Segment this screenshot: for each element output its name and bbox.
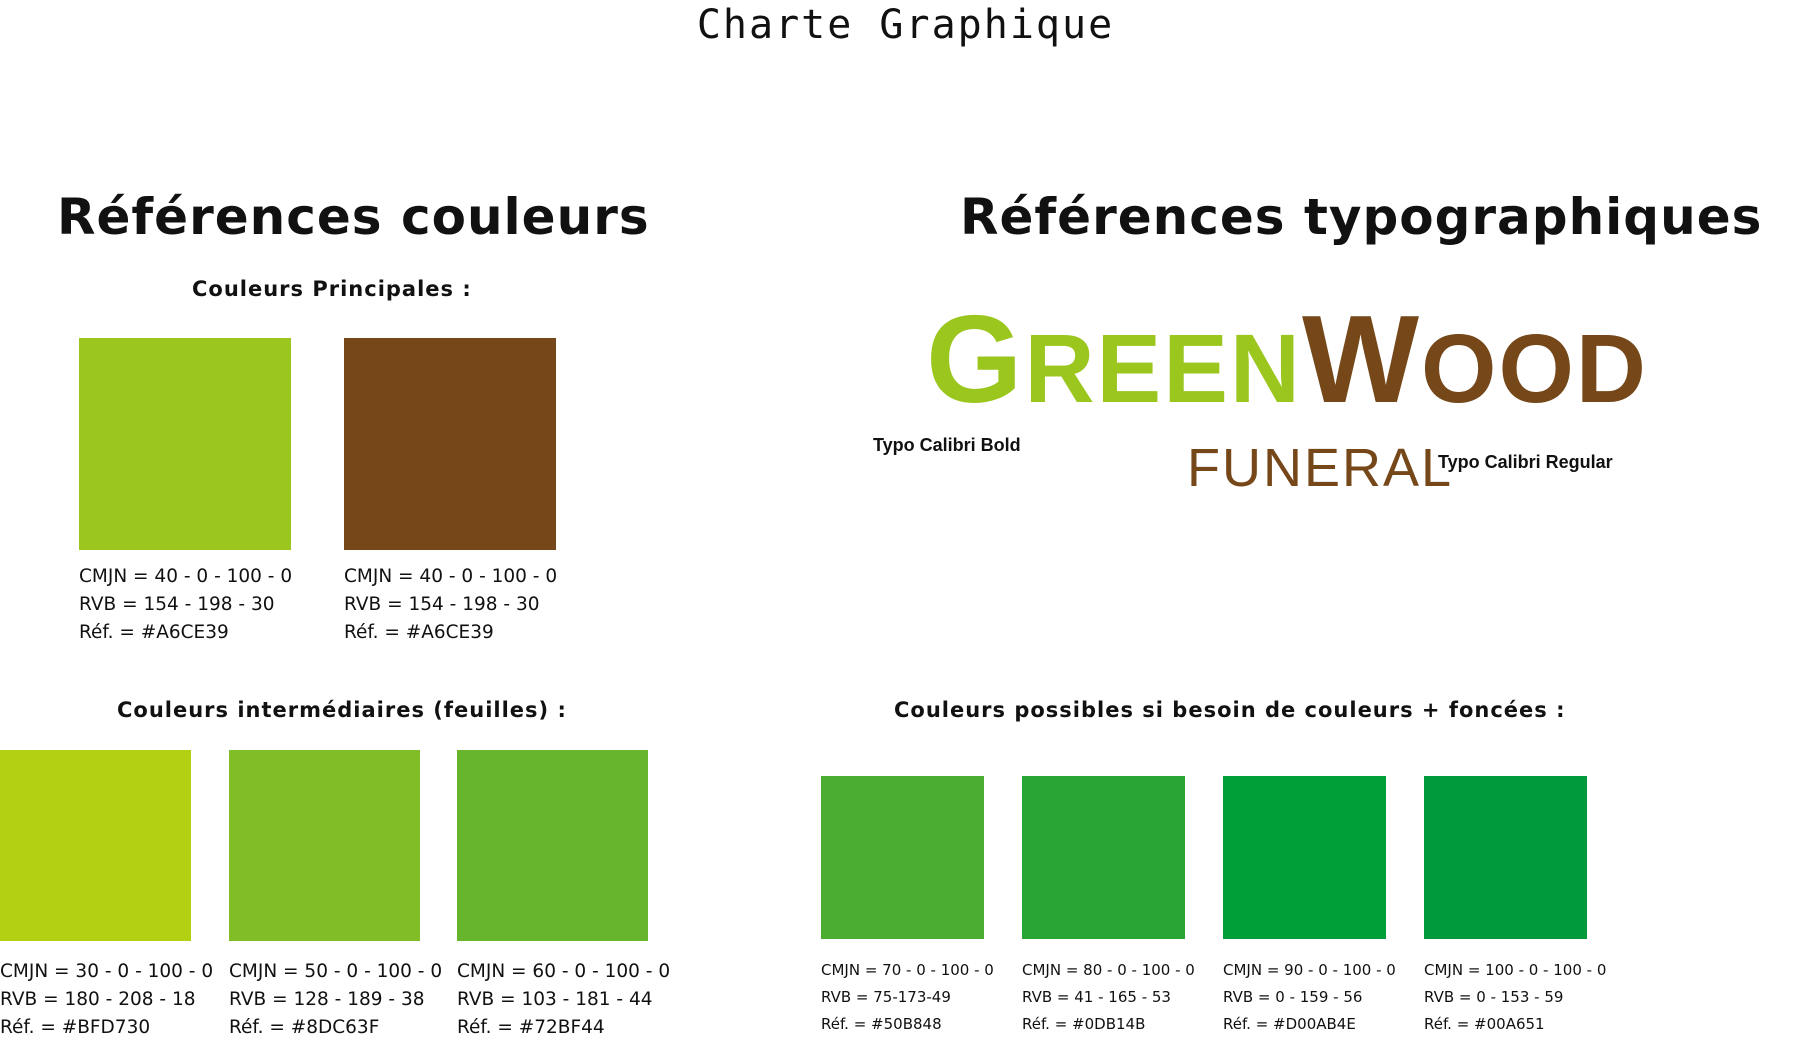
intermediate-swatch-1-specs <box>0 958 213 1042</box>
page-title: Charte Graphique <box>696 2 1115 48</box>
swatch-cmjn: CMJN = 30 - 0 - 100 - 0 <box>0 961 214 982</box>
swatch-rvb: RVB = 41 - 165 - 53 <box>1022 988 1171 1006</box>
dark-swatch-1-specs <box>821 957 994 1038</box>
dark-swatch-3-specs <box>1223 957 1396 1038</box>
typography-section-title: Références typographiques <box>960 188 1763 246</box>
logo-brown-rest: OOD <box>1421 314 1648 423</box>
swatch-cmjn: CMJN = 90 - 0 - 100 - 0 <box>1223 961 1396 979</box>
logo-funeral-text: FUNERAL <box>1187 438 1454 498</box>
logo-brown-initial: W <box>1301 291 1421 429</box>
dark-swatch-3 <box>1223 776 1386 939</box>
typo-regular-note: Typo Calibri Regular <box>1438 452 1613 472</box>
swatch-ref: Réf. = #0DB14B <box>1022 1015 1146 1033</box>
dark-swatch-2-specs <box>1022 957 1195 1038</box>
typo-bold-note: Typo Calibri Bold <box>873 435 1021 455</box>
principal-colors-title: Couleurs Principales : <box>192 277 472 301</box>
principal-swatch-1 <box>79 338 291 550</box>
swatch-rvb: RVB = 75-173-49 <box>821 988 951 1006</box>
dark-swatch-4-specs <box>1424 957 1606 1038</box>
swatch-cmjn: CMJN = 80 - 0 - 100 - 0 <box>1022 961 1195 979</box>
swatch-ref: Réf. = #D00AB4E <box>1223 1015 1356 1033</box>
intermediate-swatch-3 <box>457 750 648 941</box>
swatch-cmjn: CMJN = 100 - 0 - 100 - 0 <box>1424 961 1607 979</box>
swatch-ref: Réf. = #A6CE39 <box>79 622 229 643</box>
swatch-cmjn: CMJN = 40 - 0 - 100 - 0 <box>344 566 558 587</box>
swatch-cmjn: CMJN = 60 - 0 - 100 - 0 <box>457 961 671 982</box>
intermediate-swatch-3-specs <box>457 958 670 1042</box>
logo-green-rest: REEN <box>1024 314 1302 423</box>
dark-swatch-2 <box>1022 776 1185 939</box>
swatch-cmjn: CMJN = 70 - 0 - 100 - 0 <box>821 961 994 979</box>
principal-swatch-2 <box>344 338 556 550</box>
swatch-cmjn: CMJN = 50 - 0 - 100 - 0 <box>229 961 443 982</box>
principal-swatch-2-specs <box>344 563 557 647</box>
dark-colors-title: Couleurs possibles si besoin de couleurs + foncées : <box>894 698 1566 722</box>
intermediate-swatch-2 <box>229 750 420 941</box>
swatch-rvb: RVB = 103 - 181 - 44 <box>457 989 653 1010</box>
swatch-cmjn: CMJN = 40 - 0 - 100 - 0 <box>79 566 293 587</box>
intermediate-colors-title: Couleurs intermédiaires (feuilles) : <box>117 698 567 722</box>
swatch-rvb: RVB = 154 - 198 - 30 <box>344 594 540 615</box>
swatch-rvb: RVB = 128 - 189 - 38 <box>229 989 425 1010</box>
swatch-ref: Réf. = #72BF44 <box>457 1017 605 1038</box>
swatch-rvb: RVB = 180 - 208 - 18 <box>0 989 196 1010</box>
intermediate-swatch-2-specs <box>229 958 442 1042</box>
dark-swatch-1 <box>821 776 984 939</box>
swatch-rvb: RVB = 0 - 159 - 56 <box>1223 988 1363 1006</box>
intermediate-swatch-1 <box>0 750 191 941</box>
logo-green-initial: G <box>926 291 1025 429</box>
swatch-ref: Réf. = #8DC63F <box>229 1017 380 1038</box>
swatch-rvb: RVB = 154 - 198 - 30 <box>79 594 275 615</box>
principal-swatch-1-specs <box>79 563 292 647</box>
swatch-ref: Réf. = #A6CE39 <box>344 622 494 643</box>
colors-section-title: Références couleurs <box>57 188 650 246</box>
dark-swatch-4 <box>1424 776 1587 939</box>
swatch-ref: Réf. = #00A651 <box>1424 1015 1545 1033</box>
swatch-ref: Réf. = #BFD730 <box>0 1017 151 1038</box>
swatch-rvb: RVB = 0 - 153 - 59 <box>1424 988 1564 1006</box>
swatch-ref: Réf. = #50B848 <box>821 1015 942 1033</box>
greenwood-logo <box>926 291 1648 429</box>
